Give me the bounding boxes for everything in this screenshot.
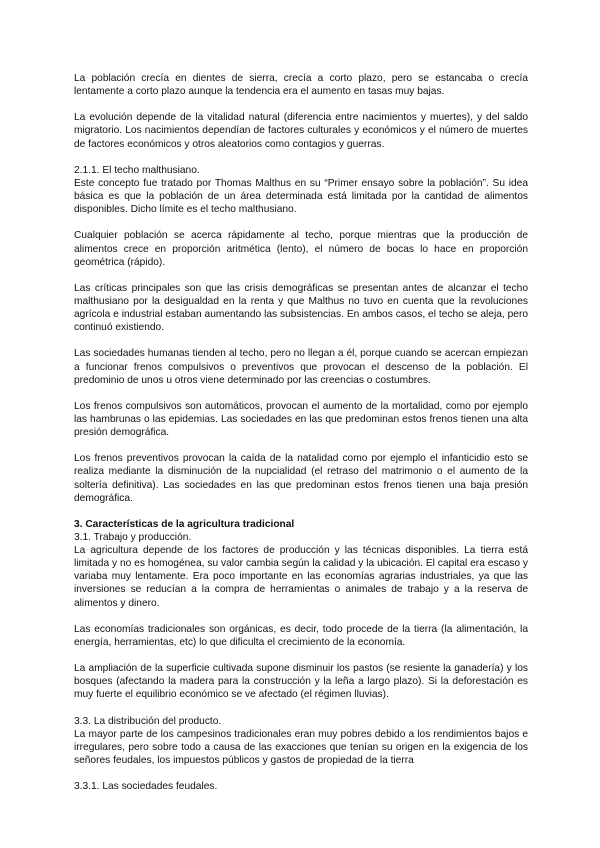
paragraph-population-approach: Cualquier población se acerca rápidamente al techo, porque mientras que la producción de alimentos crece en proporción aritmética (lento), el número de bocas lo hace en proporción geométrica (rápido).: [74, 230, 528, 268]
paragraph-compulsive-brakes: Los frenos compulsivos son automáticos, provocan el aumento de la mortalidad, como por ejemplo las hambrunas o las epidemias. Las sociedades en las que predominan estos frenos tienen una alta presión demográfica.: [74, 400, 528, 439]
paragraph-cultivated-surface: La ampliación de la superficie cultivada supone disminuir los pastos (se resiente la ganadería) y los bosques (afectando la madera para la construcción y la leña a largo plazo). Si la deforestación es muy fuerte el equilibrio económico se ve afectado (el régimen lluvias).: [74, 663, 528, 701]
paragraph-agriculture-factors: La agricultura depende de los factores de producción y las técnicas disponibles. La tierra está limitada y no es homogénea, su valor cambia según la calidad y la ubicación. El capital era escaso y variaba muy lentamente. Era poco importante en las economías agrarias industriales, ya que las inversiones se reducían a la compra de herramientas o animales de trabajo y a la reserva de alimentos y dinero.: [74, 545, 528, 609]
paragraph-malthus-concept: Este concepto fue tratado por Thomas Malthus en su “Primer ensayo sobre la población”. Su idea básica es que la población de un área determinada está limitada por la cantidad de alimentos disponibles. Dicho límite es el techo malthusiano.: [74, 177, 528, 216]
paragraph-preventive-brakes: Los frenos preventivos provocan la caída de la natalidad como por ejemplo el infanticidio esto se realiza mediante la disminución de la nupcialidad (el retraso del matrimonio o el aumento de la soltería definitiva). Las sociedades en las que predominan estos frenos tienen una baja presión demográfica.: [74, 453, 528, 504]
heading-product-distribution: 3.3. La distribución del producto.: [74, 715, 222, 727]
paragraph-peasants: La mayor parte de los campesinos tradicionales eran muy pobres debido a los rendimientos bajos e irregulares, pero sobre todo a causa de las exacciones que tenían su origen en la exigencia de los señores feudales, los impuestos públicos y gastos de propiedad de la tierra: [74, 728, 528, 766]
paragraph-population-evolution: La evolución depende de la vitalidad natural (diferencia entre nacimientos y muertes), y del saldo migratorio. Los nacimientos dependían de factores culturales y económicos y el número de muertes de factores económicos y otros aleatorios como contagios y guerras.: [74, 112, 528, 150]
heading-feudal-societies: 3.3.1. Las sociedades feudales.: [74, 781, 218, 793]
heading-work-production: 3.1. Trabajo y producción.: [74, 532, 192, 544]
paragraph-organic-economies: Las economías tradicionales son orgánicas, es decir, todo procede de la tierra (la alimentación, la energía, herramientas, etc) lo que dificulta el crecimiento de la economía.: [74, 623, 528, 648]
paragraph-population-growth: La población crecía en dientes de sierra, crecía a corto plazo, pero se estancaba o crecía lentamente a corto plazo aunque la tendencia era el aumento en tasas muy bajas.: [74, 73, 528, 98]
heading-traditional-agriculture: 3. Características de la agricultura tradicional: [74, 518, 295, 530]
paragraph-criticisms: Las críticas principales son que las crisis demográficas se presentan antes de alcanzar el techo malthusiano por la desigualdad en la renta y que Malthus no tuvo en cuenta que la revoluciones agrícola e industrial estaban aumentando las subsistencias. En ambos casos, el techo se aleja, pero continuó existiendo.: [74, 282, 528, 334]
paragraph-human-societies: Las sociedades humanas tienden al techo, pero no llegan a él, porque cuando se acercan empiezan a funcionar frenos compulsivos o preventivos que provocan el descenso de la población. El predominio de unos u otros viene determinado por las creencias o costumbres.: [74, 348, 528, 386]
document-page: [74, 72, 528, 793]
heading-malthusian-ceiling: 2.1.1. El techo malthusiano.: [74, 164, 200, 176]
